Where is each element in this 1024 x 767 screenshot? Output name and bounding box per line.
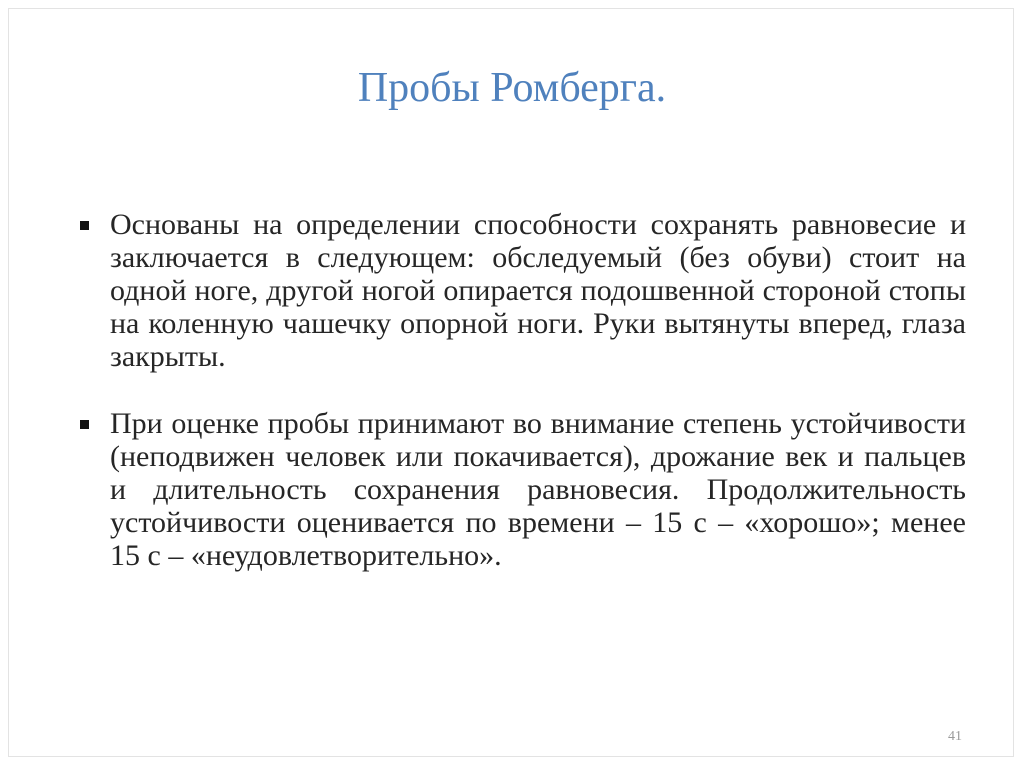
bullet-item — [80, 208, 966, 373]
square-bullet-icon — [80, 221, 89, 230]
bullet-list — [80, 208, 966, 572]
bullet-text: Основаны на определении способности сохранять равновесие и заключается в следующем: обследуемый (без обуви) стоит на одной ноге, другой ногой опирается подошвенной стороной стопы на коленную чашечку опорной ноги. Руки вытянуты вперед, глаза закрыты. — [110, 208, 966, 373]
bullet-text: При оценке пробы принимают во внимание степень устойчивости (неподвижен человек или покачивается), дрожание век и пальцев и длительность сохранения равновесия. Продолжительность устойчивости оценивается по времени – 15 с – «хорошо»; менее 15 с – «неудовлетворительно». — [110, 407, 966, 572]
page-number: 41 — [948, 729, 962, 744]
slide-title: Пробы Ромберга. — [357, 65, 667, 111]
square-bullet-icon — [80, 420, 89, 429]
bullet-item — [80, 407, 966, 572]
